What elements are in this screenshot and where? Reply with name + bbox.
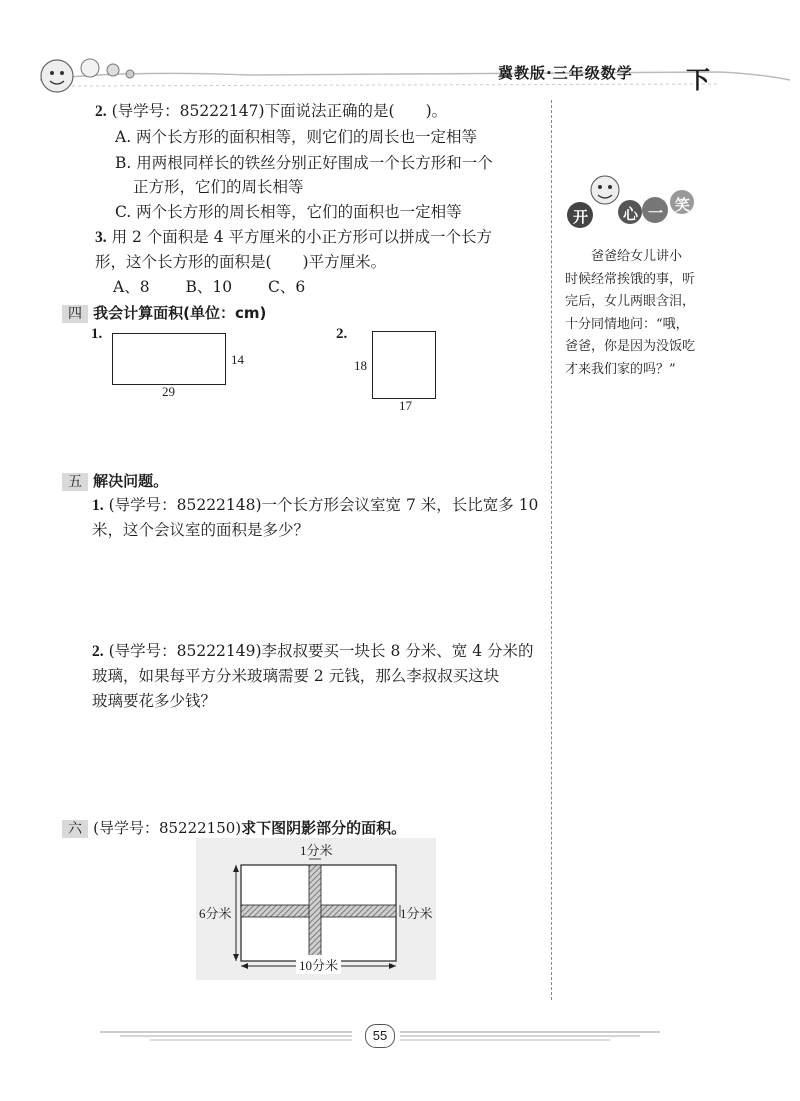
section-title: 求下图阴影部分的面积。: [241, 819, 407, 837]
question-2: [95, 100, 447, 123]
question-stem: (导学号：85222147)下面说法正确的是( )。: [111, 102, 448, 120]
section-6-header: [62, 817, 406, 838]
problem-number: 1.: [92, 497, 104, 514]
dim-bottom-label: 10分米: [296, 955, 341, 974]
dim-left-label: 6分米: [199, 906, 232, 921]
section-4-header: [62, 302, 266, 323]
joke-line: 完后，女儿两眼含泪，: [565, 294, 696, 309]
option-c: C. 两个长方形的周长相等，它们的面积也一定相等: [115, 203, 462, 221]
joke-line: 才来我们家的吗？”: [565, 361, 676, 377]
figure-1-width: 29: [162, 384, 175, 399]
section-number: 五: [62, 473, 88, 491]
badge-one: 一: [648, 204, 664, 222]
section-title: 我会计算面积(单位：cm): [93, 304, 267, 322]
problem-line: (导学号：85222149)李叔叔要买一块长 8 分米、宽 4 分米的: [108, 642, 534, 660]
problem-number: 2.: [92, 643, 104, 660]
joke-line: 爸爸给女儿讲小: [591, 249, 683, 264]
figure-1-height: 14: [231, 352, 244, 367]
section-number: 四: [62, 305, 88, 323]
figure-2-height: 18: [354, 358, 367, 373]
section-stem: (导学号：85222150): [93, 819, 242, 837]
question-line: 用 2 个面积是 4 平方厘米的小正方形可以拼成一个长方: [111, 228, 492, 246]
question-number: 2.: [95, 103, 107, 120]
joke-line: 时候经常挨饿的事，听: [565, 271, 696, 287]
question-number: 3.: [95, 229, 107, 246]
problem-line: (导学号：85222148)一个长方形会议室宽 7 米，长比宽多 10: [108, 496, 539, 514]
figure-1-rectangle: [112, 333, 226, 385]
problem-2-line2: 玻璃，如果每平方分米玻璃需要 2 元钱，那么李叔叔买这块: [92, 667, 500, 685]
section-5-header: [62, 470, 168, 491]
figure-2-rectangle: [372, 331, 436, 399]
cartoon-kids-logo: [35, 48, 145, 98]
problem-2-line3: 玻璃要花多少钱？: [92, 692, 217, 710]
page-number: 55: [365, 1024, 395, 1048]
dim-right-label: 1分米: [400, 906, 433, 921]
badge-heart: 心: [623, 205, 639, 223]
option-a: A. 两个长方形的面积相等，则它们的周长也一定相等: [115, 128, 478, 146]
joke-text: [565, 246, 695, 381]
question-3-options: A、8 B、10 C、6: [113, 278, 306, 296]
option-b-continued: 正方形，它们的周长相等: [133, 178, 304, 196]
problem-2: [92, 640, 533, 663]
column-divider: [551, 100, 552, 1000]
figure-2-width: 17: [399, 398, 412, 413]
problem-1: [92, 494, 538, 517]
volume-label: 下: [686, 66, 710, 94]
question-3-line2: 形，这个长方形的面积是( )平方厘米。: [95, 253, 387, 271]
figure-1-number: 1.: [91, 326, 103, 342]
option-b: B. 用两根同样长的铁丝分别正好围成一个长方形和一个: [115, 154, 493, 172]
joke-line: 爸爸，你是因为没饭吃: [565, 339, 696, 354]
edition-title: 冀教版·三年级数学: [498, 64, 633, 82]
question-3: [95, 226, 492, 249]
section-title: 解决问题。: [93, 472, 169, 490]
dim-top-label: 1分米: [300, 843, 333, 858]
header: [0, 0, 800, 100]
badge-smile: 笑: [675, 196, 691, 214]
badge-open: 开: [573, 208, 589, 226]
section-number: 六: [62, 820, 88, 838]
problem-1-line2: 米，这个会议室的面积是多少？: [92, 521, 310, 539]
joke-line: 十分同情地问：“哦，: [565, 316, 689, 332]
figure-2-number: 2.: [336, 326, 348, 342]
